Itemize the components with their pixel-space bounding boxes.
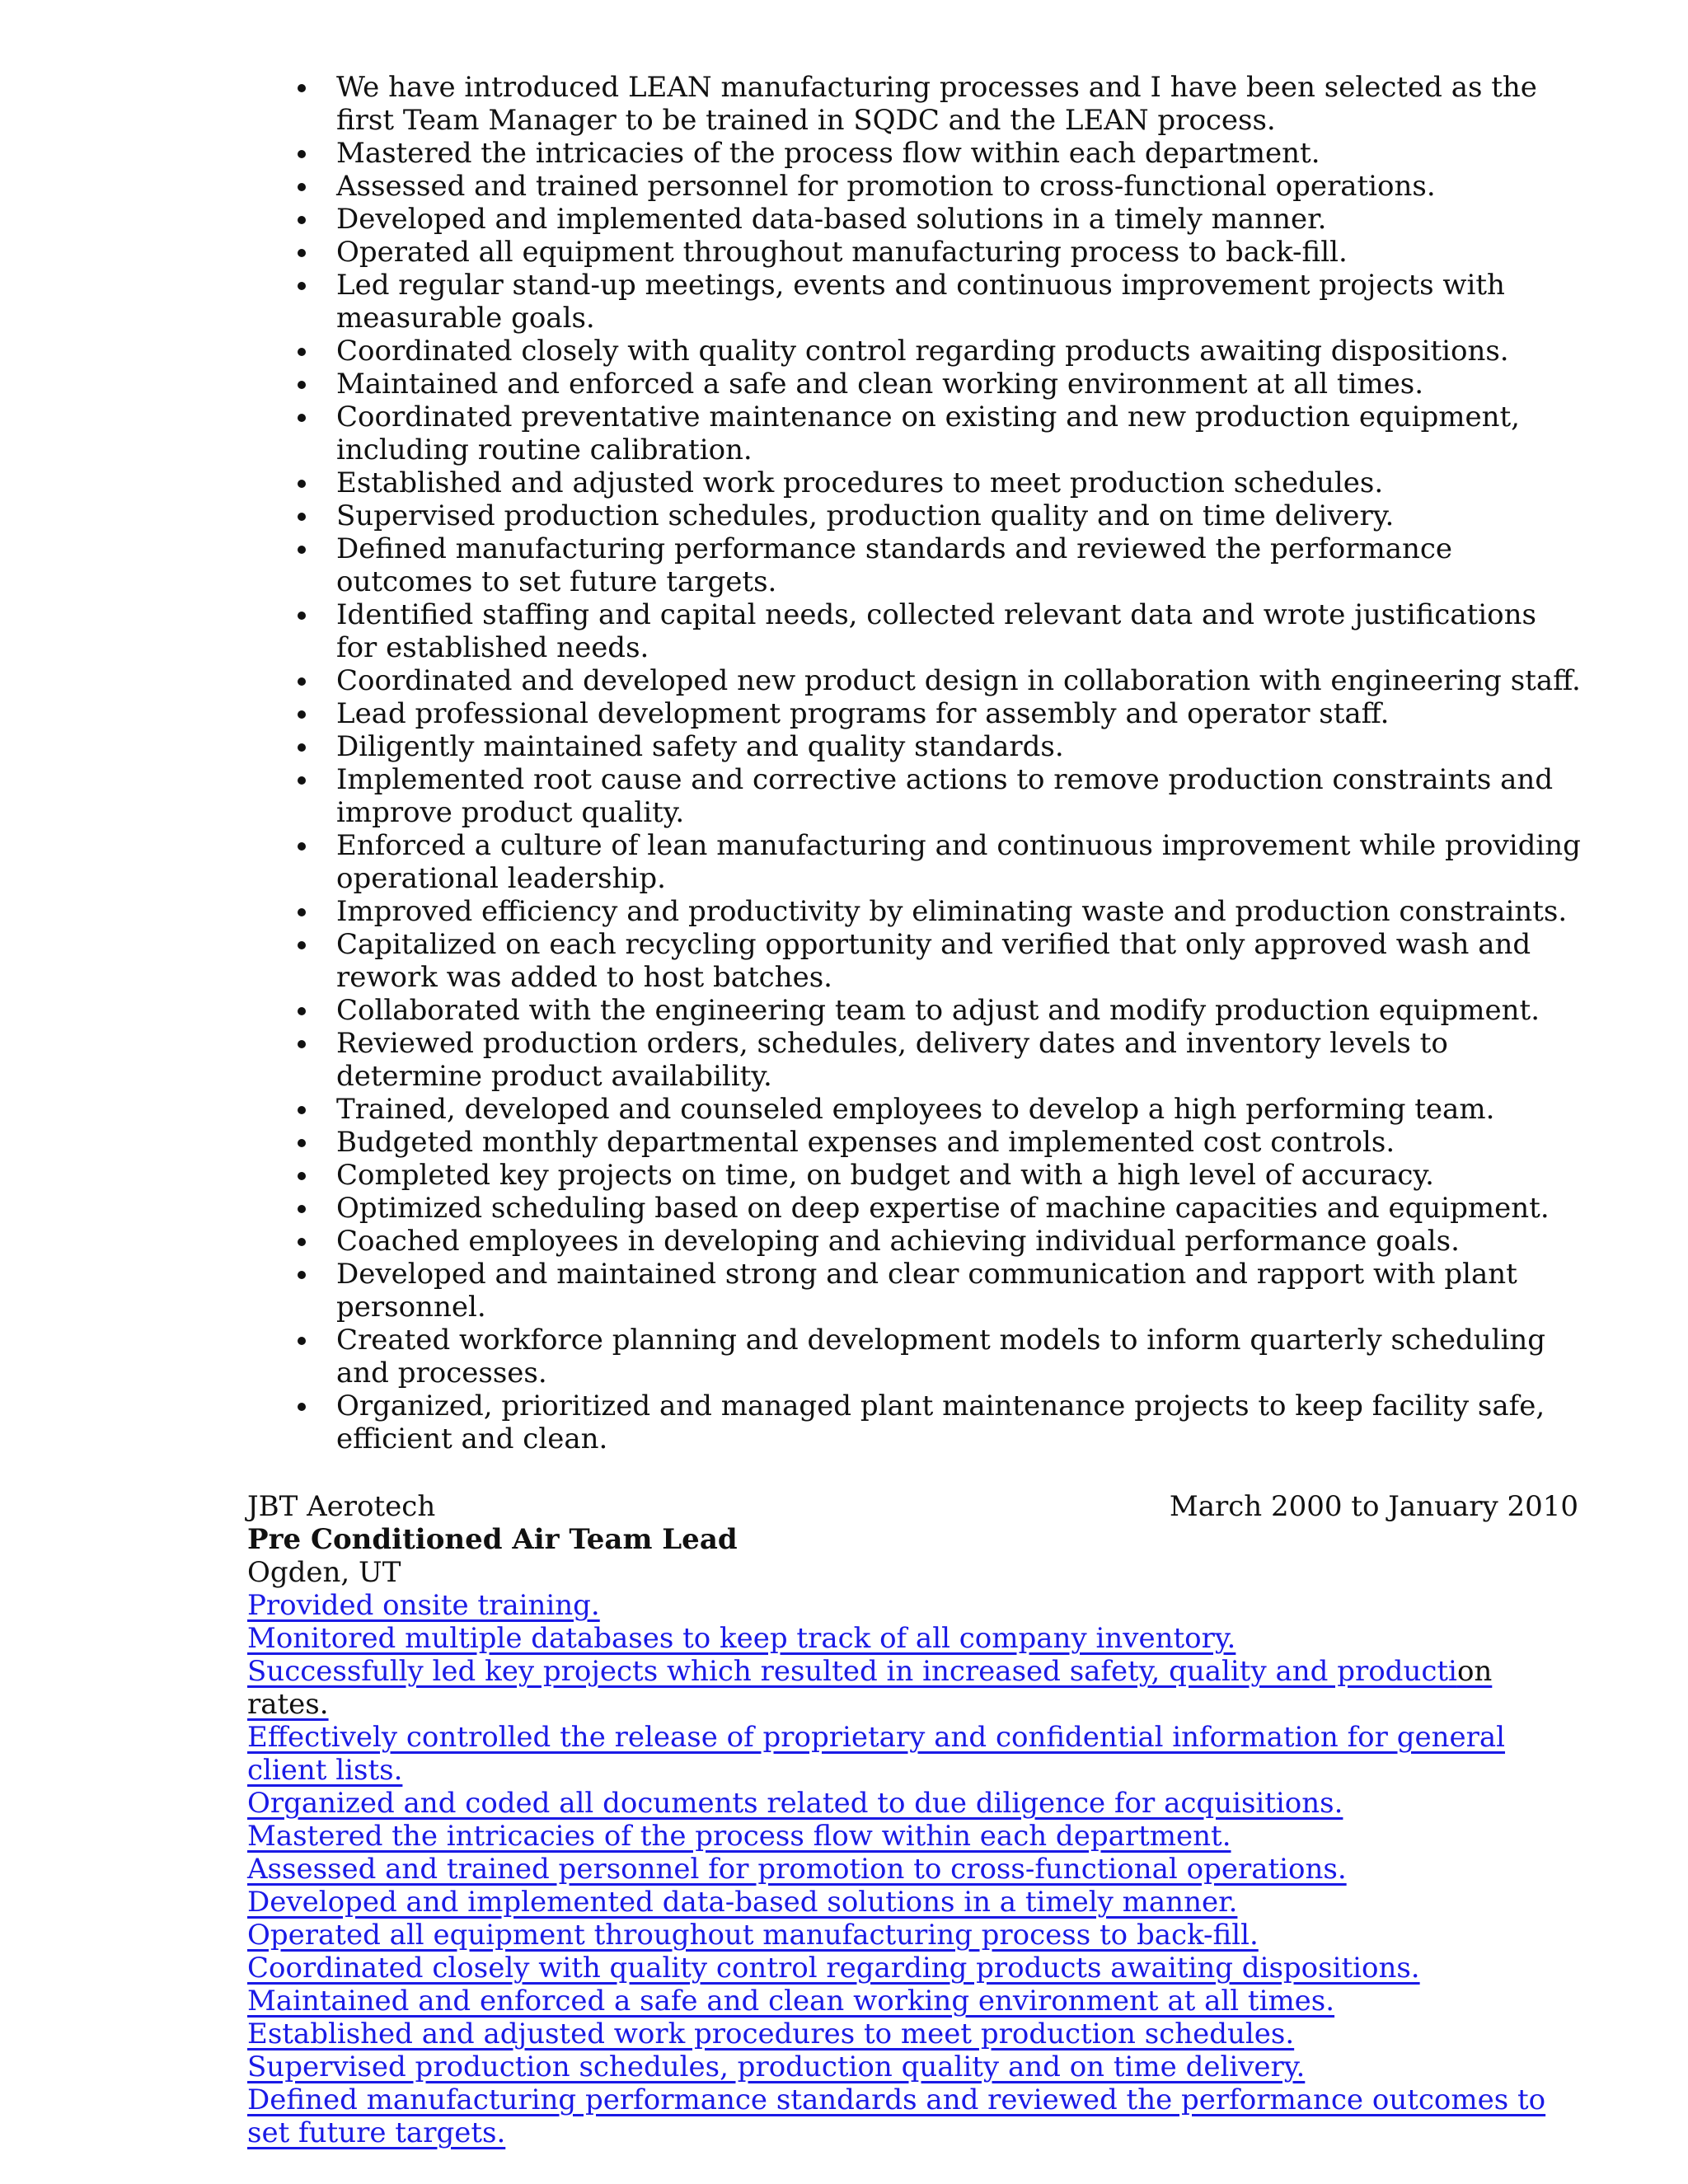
bullet-text: Operated all equipment throughout manufacturing process to back-fill. bbox=[336, 236, 1348, 269]
bullet-text: Collaborated with the engineering team to adjust and modify production equipment. bbox=[336, 994, 1540, 1027]
bullet-dot-icon bbox=[298, 1238, 306, 1246]
duty-link[interactable] bbox=[247, 2083, 1578, 2149]
bullet-dot-icon bbox=[298, 1139, 306, 1147]
bullet-text: We have introduced LEAN manufacturing processes and I have been selected as the first Team Manager to be trained in SQDC and the LEAN process. bbox=[336, 71, 1537, 137]
duty-link-text[interactable]: Organized and coded all documents related to due diligence for acquisitions. bbox=[247, 1787, 1343, 1820]
bullet-dot-icon bbox=[298, 677, 306, 686]
duty-link-text[interactable]: Operated all equipment throughout manufacturing process to back-fill. bbox=[247, 1919, 1259, 1952]
duty-link-text[interactable]: Defined manufacturing performance standards and reviewed the performance outcomes to set future targets. bbox=[247, 2083, 1546, 2149]
duty-link-text[interactable]: Provided onsite training. bbox=[247, 1589, 600, 1622]
bullet-dot-icon bbox=[298, 1271, 306, 1279]
bullet-text: Developed and implemented data-based solutions in a timely manner. bbox=[336, 203, 1327, 236]
job-header bbox=[247, 1490, 1578, 1523]
duty-link-text[interactable]: Established and adjusted work procedures to meet production schedules. bbox=[247, 2018, 1295, 2050]
duty-link[interactable] bbox=[247, 1622, 1578, 1655]
bullet-text: Completed key projects on time, on budget and with a high level of accuracy. bbox=[336, 1159, 1434, 1192]
bullet-dot-icon bbox=[298, 183, 306, 191]
bullet-item bbox=[290, 1027, 1584, 1093]
duty-link[interactable] bbox=[247, 1589, 1578, 1622]
bullet-dot-icon bbox=[298, 150, 306, 158]
bullet-item bbox=[290, 829, 1584, 895]
company-name: JBT Aerotech bbox=[247, 1490, 436, 1523]
bullet-item bbox=[290, 1192, 1584, 1225]
bullet-dot-icon bbox=[298, 348, 306, 356]
bullet-dot-icon bbox=[298, 941, 306, 949]
bullet-item bbox=[290, 1324, 1584, 1390]
duty-link[interactable] bbox=[247, 1919, 1578, 1952]
bullet-item bbox=[290, 466, 1584, 499]
bullet-item bbox=[290, 1093, 1584, 1126]
duty-link[interactable] bbox=[247, 1721, 1578, 1787]
bullet-dot-icon bbox=[298, 381, 306, 389]
bullet-dot-icon bbox=[298, 1403, 306, 1411]
bullet-dot-icon bbox=[298, 1205, 306, 1213]
bullet-item bbox=[290, 664, 1584, 697]
bullet-item bbox=[290, 269, 1584, 335]
bullet-item bbox=[290, 697, 1584, 730]
bullet-text: Maintained and enforced a safe and clean working environment at all times. bbox=[336, 368, 1424, 401]
bullet-item bbox=[290, 994, 1584, 1027]
bullet-text: Reviewed production orders, schedules, delivery dates and inventory levels to determine product availability. bbox=[336, 1027, 1448, 1093]
bullet-dot-icon bbox=[298, 414, 306, 422]
duty-link[interactable] bbox=[247, 1886, 1578, 1919]
bullet-dot-icon bbox=[298, 480, 306, 488]
bullet-item bbox=[290, 1159, 1584, 1192]
bullet-text: Mastered the intricacies of the process flow within each department. bbox=[336, 137, 1320, 170]
duty-link-text[interactable]: Developed and implemented data-based solutions in a timely manner. bbox=[247, 1886, 1238, 1919]
duty-link[interactable] bbox=[247, 1820, 1578, 1853]
bullet-item bbox=[290, 1390, 1584, 1455]
bullet-text: Optimized scheduling based on deep expertise of machine capacities and equipment. bbox=[336, 1192, 1550, 1225]
bullet-item bbox=[290, 532, 1584, 598]
bullet-dot-icon bbox=[298, 1106, 306, 1114]
duty-link[interactable] bbox=[247, 1985, 1578, 2018]
bullet-dot-icon bbox=[298, 743, 306, 752]
bullet-text: Capitalized on each recycling opportunity and verified that only approved wash and rework was added to host batches. bbox=[336, 928, 1531, 994]
duty-link[interactable] bbox=[247, 2018, 1578, 2050]
bullet-item bbox=[290, 598, 1584, 664]
bullet-text: Coordinated preventative maintenance on existing and new production equipment, including routine calibration. bbox=[336, 401, 1520, 466]
duty-link-text[interactable]: Effectively controlled the release of proprietary and confidential information for general client lists. bbox=[247, 1721, 1506, 1787]
responsibilities-list bbox=[290, 71, 1584, 1455]
bullet-text: Implemented root cause and corrective actions to remove production constraints and improve product quality. bbox=[336, 763, 1554, 829]
bullet-dot-icon bbox=[298, 1337, 306, 1345]
duty-link-text[interactable]: Successfully led key projects which resulted in increased safety, quality and producti bbox=[247, 1655, 1457, 1688]
bullet-text: Defined manufacturing performance standards and reviewed the performance outcomes to set future targets. bbox=[336, 532, 1453, 598]
bullet-text: Created workforce planning and development models to inform quarterly scheduling and processes. bbox=[336, 1324, 1546, 1390]
duty-link[interactable] bbox=[247, 2050, 1578, 2083]
duty-link-text[interactable]: Maintained and enforced a safe and clean working environment at all times. bbox=[247, 1985, 1335, 2018]
bullet-item bbox=[290, 928, 1584, 994]
bullet-item bbox=[290, 1126, 1584, 1159]
bullet-text: Assessed and trained personnel for promotion to cross-functional operations. bbox=[336, 170, 1436, 203]
bullet-item bbox=[290, 401, 1584, 466]
bullet-item bbox=[290, 1258, 1584, 1324]
bullet-text: Identified staffing and capital needs, collected relevant data and wrote justifications for established needs. bbox=[336, 598, 1536, 664]
bullet-dot-icon bbox=[298, 282, 306, 290]
bullet-text: Organized, prioritized and managed plant maintenance projects to keep facility safe, efficient and clean. bbox=[336, 1390, 1545, 1455]
bullet-item bbox=[290, 236, 1584, 269]
bullet-dot-icon bbox=[298, 908, 306, 916]
bullet-item bbox=[290, 137, 1584, 170]
duties-list bbox=[247, 1589, 1578, 2149]
duty-link-text[interactable]: Coordinated closely with quality control regarding products awaiting dispositions. bbox=[247, 1952, 1420, 1985]
bullet-text: Coordinated and developed new product design in collaboration with engineering staff. bbox=[336, 664, 1581, 697]
bullet-text: Supervised production schedules, production quality and on time delivery. bbox=[336, 499, 1395, 532]
bullet-text: Developed and maintained strong and clear communication and rapport with plant personnel. bbox=[336, 1258, 1517, 1324]
bullet-text: Budgeted monthly departmental expenses and implemented cost controls. bbox=[336, 1126, 1395, 1159]
bullet-dot-icon bbox=[298, 513, 306, 521]
job-location: Ogden, UT bbox=[247, 1556, 401, 1589]
bullet-text: Enforced a culture of lean manufacturing and continuous improvement while providing operational leadership. bbox=[336, 829, 1581, 895]
duty-link-text[interactable]: Supervised production schedules, production quality and on time delivery. bbox=[247, 2050, 1306, 2083]
bullet-item bbox=[290, 1225, 1584, 1258]
bullet-dot-icon bbox=[298, 1172, 306, 1180]
bullet-dot-icon bbox=[298, 842, 306, 851]
bullet-text: Established and adjusted work procedures to meet production schedules. bbox=[336, 466, 1384, 499]
bullet-text: Improved efficiency and productivity by eliminating waste and production constraints. bbox=[336, 895, 1568, 928]
duty-link-text[interactable]: Mastered the intricacies of the process flow within each department. bbox=[247, 1820, 1231, 1853]
bullet-text: Led regular stand-up meetings, events and continuous improvement projects with measurable goals. bbox=[336, 269, 1505, 335]
duty-link[interactable] bbox=[247, 1952, 1578, 1985]
bullet-dot-icon bbox=[298, 776, 306, 785]
bullet-text: Coached employees in developing and achieving individual performance goals. bbox=[336, 1225, 1460, 1258]
bullet-item bbox=[290, 895, 1584, 928]
job-title: Pre Conditioned Air Team Lead bbox=[247, 1523, 738, 1556]
duty-link-text[interactable]: Assessed and trained personnel for promotion to cross-functional operations. bbox=[247, 1853, 1347, 1886]
bullet-item bbox=[290, 203, 1584, 236]
duty-plain-text: on rates. bbox=[247, 1655, 1493, 1721]
job-entry bbox=[247, 1490, 1578, 2149]
bullet-text: Diligently maintained safety and quality standards. bbox=[336, 730, 1064, 763]
bullet-item bbox=[290, 499, 1584, 532]
bullet-dot-icon bbox=[298, 612, 306, 620]
duty-link[interactable] bbox=[247, 1853, 1578, 1886]
bullet-text: Coordinated closely with quality control regarding products awaiting dispositions. bbox=[336, 335, 1509, 368]
bullet-dot-icon bbox=[298, 216, 306, 224]
bullet-dot-icon bbox=[298, 1040, 306, 1048]
duty-link[interactable] bbox=[247, 1787, 1578, 1820]
bullet-item bbox=[290, 730, 1584, 763]
bullet-item bbox=[290, 335, 1584, 368]
bullet-item bbox=[290, 763, 1584, 829]
bullet-item bbox=[290, 170, 1584, 203]
bullet-item bbox=[290, 368, 1584, 401]
bullet-text: Trained, developed and counseled employees to develop a high performing team. bbox=[336, 1093, 1495, 1126]
bullet-dot-icon bbox=[298, 546, 306, 554]
bullet-dot-icon bbox=[298, 84, 306, 92]
job-dates: March 2000 to January 2010 bbox=[1169, 1490, 1578, 1523]
bullet-dot-icon bbox=[298, 1007, 306, 1015]
duty-link-text[interactable]: Monitored multiple databases to keep track of all company inventory. bbox=[247, 1622, 1236, 1655]
bullet-item bbox=[290, 71, 1584, 137]
bullet-dot-icon bbox=[298, 249, 306, 257]
duty-link[interactable] bbox=[247, 1655, 1578, 1721]
bullet-dot-icon bbox=[298, 710, 306, 719]
bullet-text: Lead professional development programs for assembly and operator staff. bbox=[336, 697, 1390, 730]
